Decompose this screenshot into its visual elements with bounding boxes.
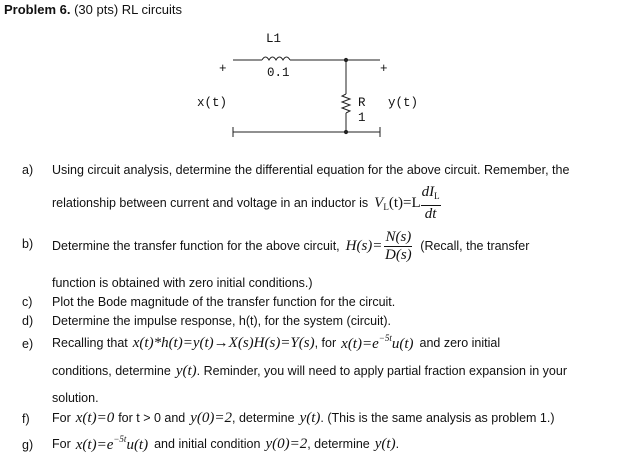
question-g-text2: and initial condition — [154, 437, 261, 451]
g-eq1-exp: −5t — [113, 434, 127, 444]
output-plus: + — [380, 62, 388, 76]
question-e-line3: solution. — [52, 391, 99, 405]
inductor-symbol — [262, 57, 290, 60]
question-e-line2b: . Reminder, you will need to apply partial fraction expansion in your — [196, 364, 567, 378]
eq2-exp: −5t — [378, 333, 392, 343]
resistor-symbol — [342, 94, 350, 113]
problem-points-topic: (30 pts) RL circuits — [74, 2, 182, 17]
question-f-eq1: x(t)=0 — [75, 409, 115, 426]
g-eq1-base: x(t)=e — [75, 437, 114, 453]
frac-num-sub: L — [434, 190, 440, 201]
question-a-line2 — [52, 183, 441, 223]
question-f-text1: For — [52, 411, 71, 425]
question-b-recall: (Recall, the transfer — [420, 239, 530, 253]
question-e-text1: Recalling that — [52, 336, 128, 350]
question-e-line2a: conditions, determine — [52, 364, 171, 378]
inductor-name: L1 — [266, 32, 282, 46]
question-b-text: Determine the transfer function for the above circuit, — [52, 239, 340, 253]
eq2-rest: u(t) — [391, 336, 414, 352]
inductor-value: 0.1 — [267, 66, 290, 80]
g-eq1-rest: u(t) — [126, 437, 149, 453]
question-a-text: relationship between current and voltage in an inductor is — [52, 196, 369, 210]
eq-v-sub: L — [383, 201, 389, 212]
question-b-line2: function is obtained with zero initial conditions.) — [52, 276, 313, 290]
question-b-line1 — [52, 226, 529, 266]
question-b-label: b) — [22, 237, 34, 251]
question-f-text3: , determine — [232, 411, 295, 425]
question-g-text1: For — [52, 437, 71, 451]
transfer-function-fraction — [384, 229, 412, 264]
question-g-text3: , determine — [307, 437, 370, 451]
input-equation-e — [341, 333, 413, 353]
question-a-line1: Using circuit analysis, determine the differential equation for the above circuit. Remember, the — [52, 163, 570, 177]
question-c-text: Plot the Bode magnitude of the transfer function for the circuit. — [52, 295, 396, 309]
problem-label: Problem 6. — [4, 2, 71, 17]
question-f-eq3: y(t) — [299, 409, 321, 426]
output-label: y(t) — [388, 96, 419, 110]
question-f-line — [52, 405, 555, 431]
question-g-eq3: y(t) — [374, 435, 396, 452]
question-d-text: Determine the impulse response, h(t), for the system (circuit). — [52, 314, 392, 328]
frac-num: dI — [421, 183, 435, 200]
question-c-label: c) — [22, 295, 33, 309]
tf-numerator: N(s) — [385, 228, 412, 245]
question-e-line1 — [52, 330, 500, 356]
question-g-label: g) — [22, 438, 34, 452]
transfer-function-lhs: H(s)= — [345, 237, 383, 254]
question-g-line — [52, 431, 399, 457]
eq-v-rest: (t)=L — [388, 194, 421, 211]
eq-v: V — [374, 194, 384, 211]
question-e-text3: and zero initial — [419, 336, 501, 350]
question-g-text4: . — [395, 437, 400, 451]
frac-den: dt — [424, 205, 437, 222]
question-g-eq2: y(0)=2 — [265, 435, 308, 452]
question-e-text2: , for — [314, 336, 337, 350]
question-f-text4: . (This is the same analysis as problem 1.) — [320, 411, 555, 425]
input-label: x(t) — [197, 96, 228, 110]
question-e-line2 — [52, 358, 567, 384]
resistor-value: 1 — [358, 111, 366, 125]
eq2-base: x(t)=e — [341, 336, 379, 352]
circuit-wires — [0, 0, 628, 150]
question-f-label: f) — [22, 412, 30, 426]
question-d-label: d) — [22, 314, 34, 328]
question-a-label: a) — [22, 163, 34, 177]
question-e-label: e) — [22, 337, 34, 351]
tf-denominator: D(s) — [385, 246, 412, 263]
convolution-equation: x(t)*h(t)=y(t)→X(s)H(s)=Y(s) — [132, 334, 315, 351]
inductor-voltage-equation — [374, 195, 420, 212]
question-f-text2: for t > 0 and — [118, 411, 186, 425]
question-f-eq2: y(0)=2 — [190, 409, 233, 426]
question-e-yt: y(t) — [175, 362, 197, 379]
question-g-eq1 — [76, 434, 148, 454]
rl-circuit-diagram — [0, 0, 628, 150]
di-dt-fraction — [421, 184, 441, 223]
input-plus: + — [219, 62, 227, 76]
resistor-name: R — [358, 96, 366, 110]
